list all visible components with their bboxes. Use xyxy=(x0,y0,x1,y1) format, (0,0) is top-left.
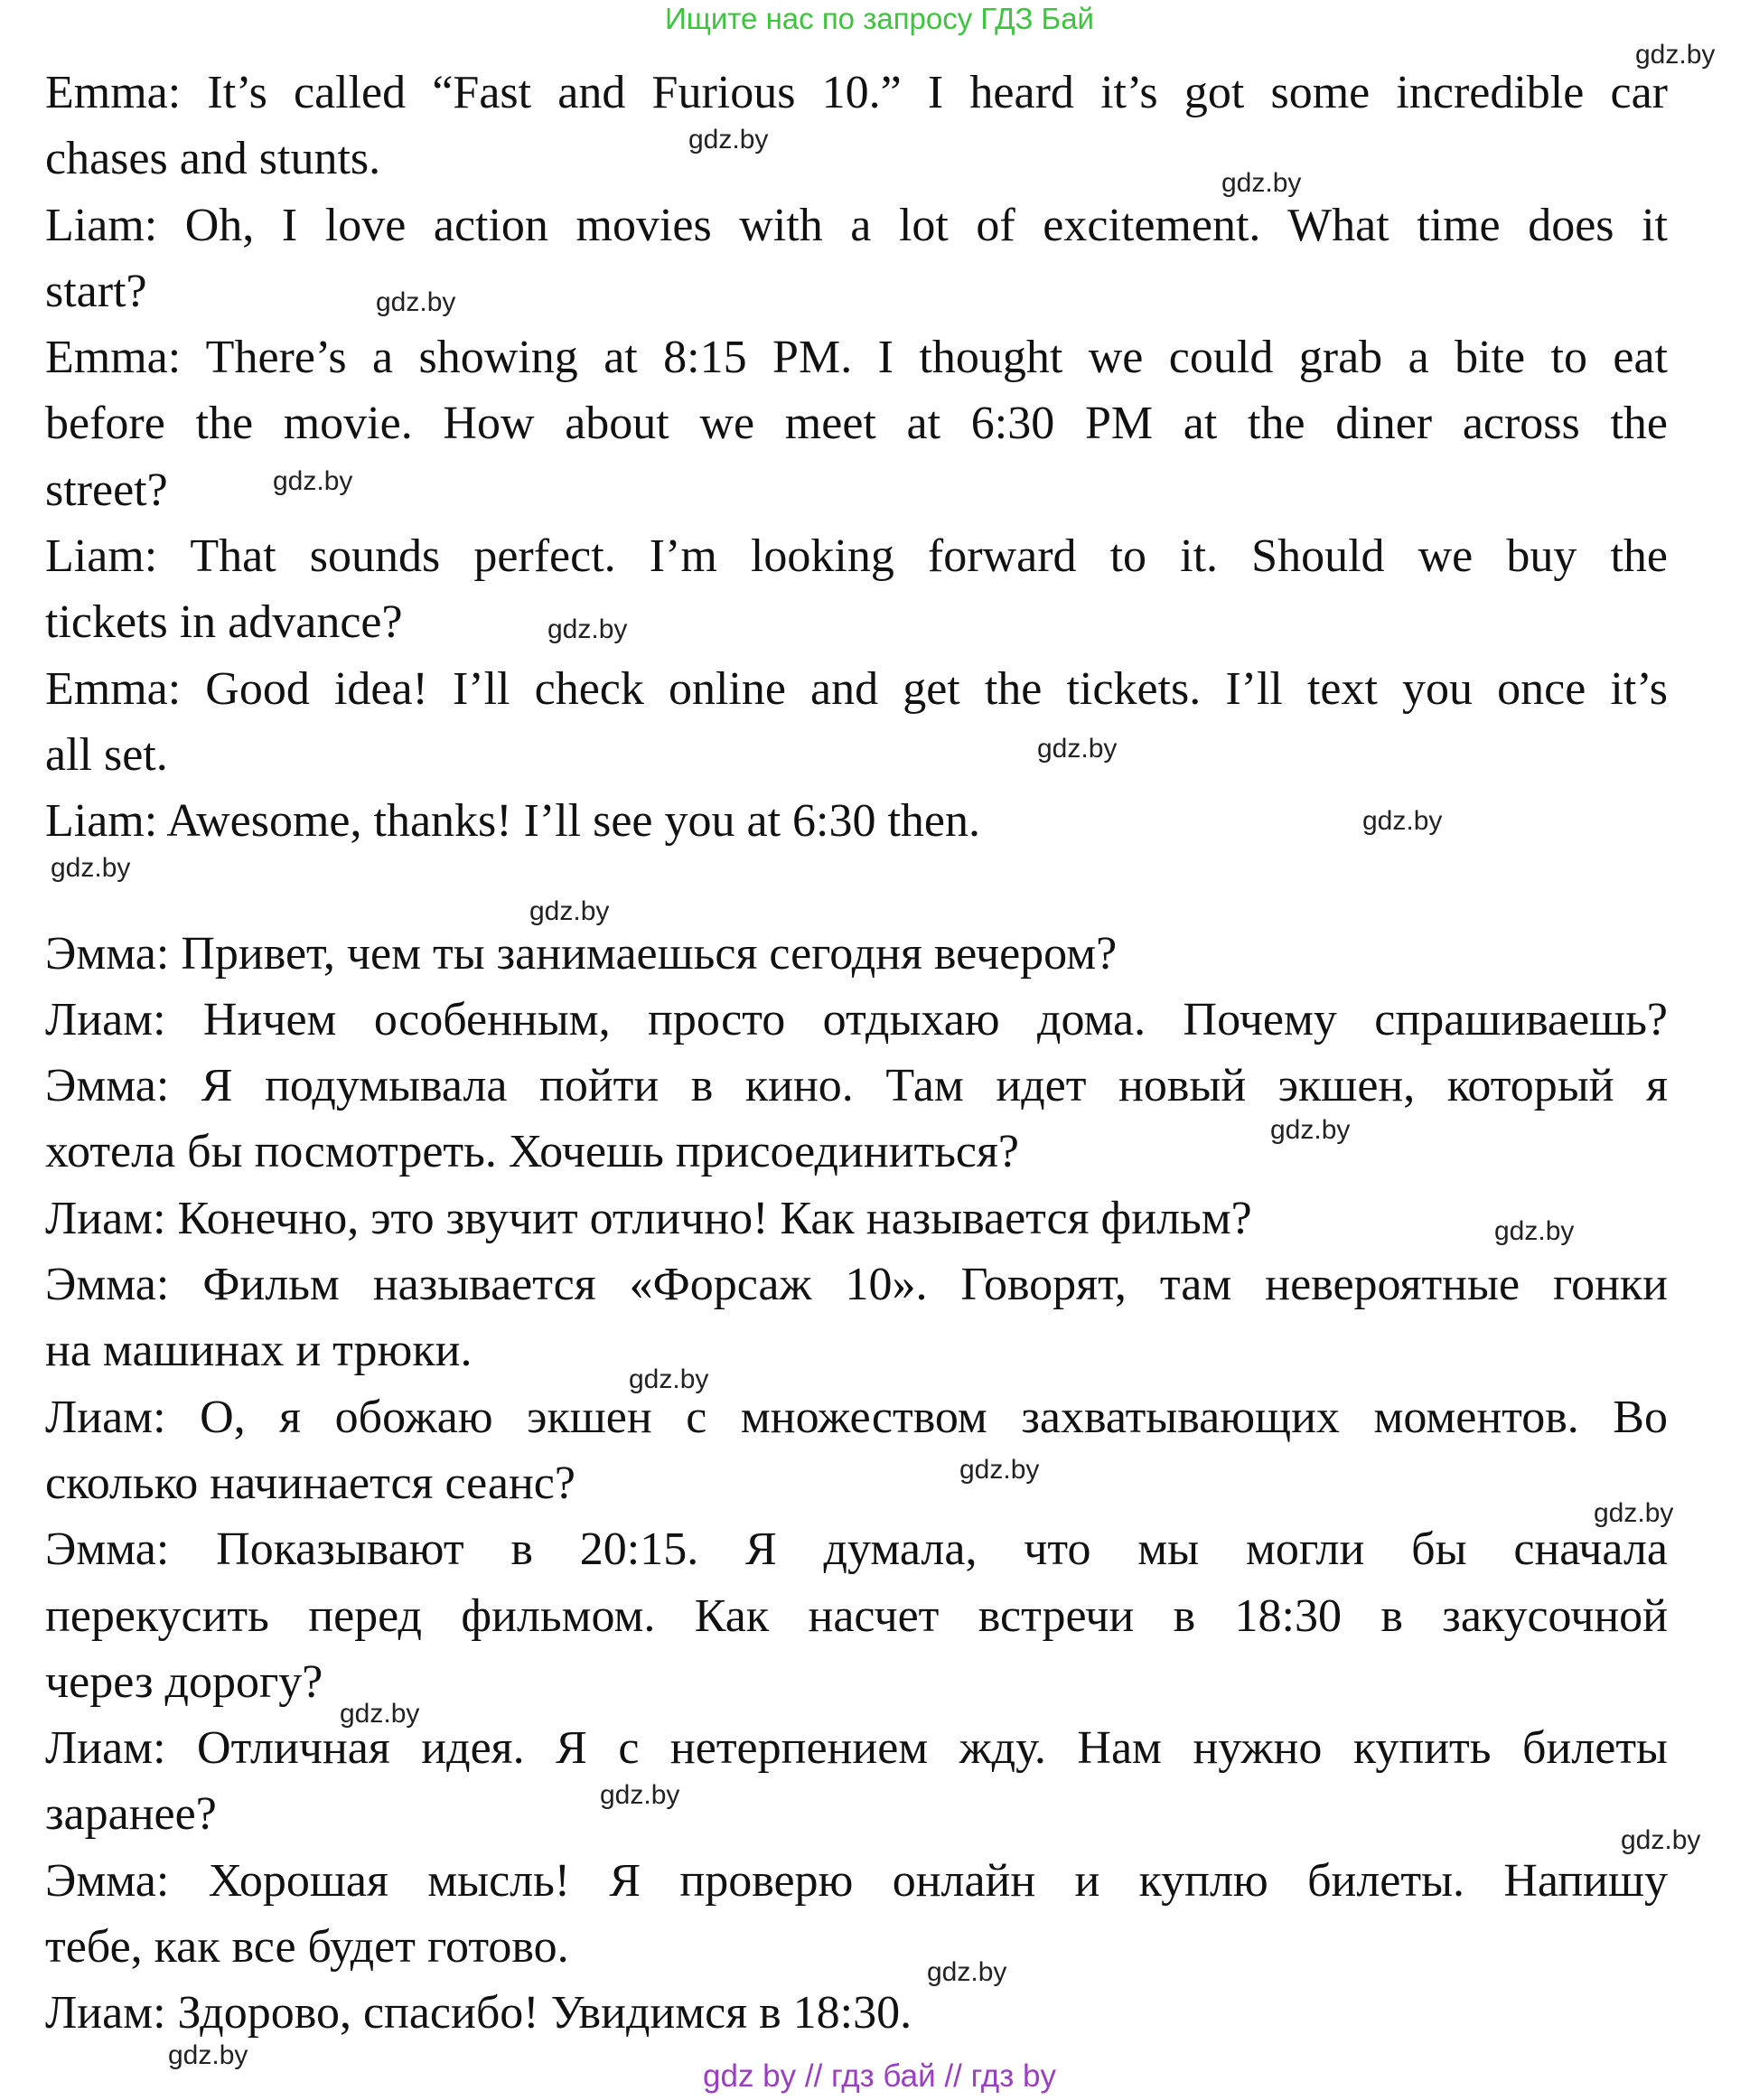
watermark: gdz.by xyxy=(273,466,353,496)
footer-text: gdz by // гдз бай // гдз by xyxy=(703,2058,1056,2094)
translation-line: Эмма: Хорошая мысль! Я проверю онлайн и куплю билеты. Напишу xyxy=(45,1854,1668,1907)
watermark: gdz.by xyxy=(927,1957,1007,1987)
translation-line: Лиам: Отличная идея. Я с нетерпением жду. Нам нужно купить билеты xyxy=(45,1722,1668,1775)
translation-line: Эмма: Я подумывала пойти в кино. Там идет новый экшен, который я xyxy=(45,1060,1668,1112)
watermark: gdz.by xyxy=(1621,1825,1701,1855)
watermark: gdz.by xyxy=(51,853,131,883)
watermark: gdz.by xyxy=(340,1699,420,1729)
dialogue-line: street? xyxy=(45,464,168,516)
watermark: gdz.by xyxy=(1494,1216,1575,1246)
section-gap xyxy=(45,855,1668,921)
watermark: gdz.by xyxy=(1270,1115,1351,1145)
watermark: gdz.by xyxy=(168,2040,248,2070)
dialogue-line: before the movie. How about we meet at 6:30 PM at the diner across the xyxy=(45,398,1668,450)
translation-line: Лиам: Конечно, это звучит отлично! Как называется фильм? xyxy=(45,1192,1252,1244)
dialogue-line: Emma: It’s called “Fast and Furious 10.” I heard it’s got some incredible car xyxy=(45,67,1668,118)
watermark: gdz.by xyxy=(1594,1498,1674,1528)
translation-line: на машинах и трюки. xyxy=(45,1325,472,1377)
dialogue-line: start? xyxy=(45,265,147,317)
translation-line: сколько начинается сеанс? xyxy=(45,1457,575,1509)
translation-line: Эмма: Фильм называется «Форсаж 10». Говорят, там невероятные гонки xyxy=(45,1259,1668,1311)
watermark: gdz.by xyxy=(688,125,769,155)
dialogue-line: Liam: That sounds perfect. I’m looking forward to it. Should we buy the xyxy=(45,530,1668,583)
dialogue-content xyxy=(45,60,1668,2047)
translation-line: Лиам: О, я обожаю экшен с множеством захватывающих моментов. Во xyxy=(45,1391,1668,1443)
watermark: gdz.by xyxy=(629,1364,709,1394)
watermark: gdz.by xyxy=(547,614,628,644)
watermark: gdz.by xyxy=(1221,168,1302,198)
watermark: gdz.by xyxy=(1037,734,1118,764)
dialogue-line: Emma: There’s a showing at 8:15 PM. I thought we could grab a bite to eat xyxy=(45,332,1668,384)
watermark: gdz.by xyxy=(376,287,456,317)
translation-line: заранее? xyxy=(45,1788,217,1841)
watermark: gdz.by xyxy=(1362,806,1443,836)
dialogue-line: all set. xyxy=(45,728,168,781)
translation-line: через дорогу? xyxy=(45,1655,323,1708)
dialogue-line: chases and stunts. xyxy=(45,133,381,185)
watermark: gdz.by xyxy=(1635,40,1716,70)
watermark: gdz.by xyxy=(529,896,610,926)
watermark: gdz.by xyxy=(600,1780,680,1810)
watermark: gdz.by xyxy=(959,1455,1040,1485)
dialogue-line: Emma: Good idea! I’ll check online and get the tickets. I’ll text you once it’s xyxy=(45,662,1668,715)
dialogue-line: Liam: Awesome, thanks! I’ll see you at 6:30 then. xyxy=(45,795,980,848)
dialogue-line: Liam: Oh, I love action movies with a lot of excitement. What time does it xyxy=(45,199,1668,251)
translation-line: Эмма: Показывают в 20:15. Я думала, что мы могли бы сначала xyxy=(45,1523,1668,1576)
dialogue-line: tickets in advance? xyxy=(45,596,403,649)
translation-line: Эмма: Привет, чем ты занимаешься сегодня вечером? xyxy=(45,927,1118,980)
translation-line: тебе, как все будет готово. xyxy=(45,1921,569,1973)
translation-line: Лиам: Здорово, спасибо! Увидимся в 18:30. xyxy=(45,1987,912,2039)
translation-line: хотела бы посмотреть. Хочешь присоединиться? xyxy=(45,1126,1020,1178)
translation-line: перекусить перед фильмом. Как насчет встречи в 18:30 в закусочной xyxy=(45,1589,1668,1642)
translation-line: Лиам: Ничем особенным, просто отдыхаю дома. Почему спрашиваешь? xyxy=(45,993,1668,1045)
header-banner: Ищите нас по запросу ГДЗ Бай xyxy=(665,2,1094,35)
